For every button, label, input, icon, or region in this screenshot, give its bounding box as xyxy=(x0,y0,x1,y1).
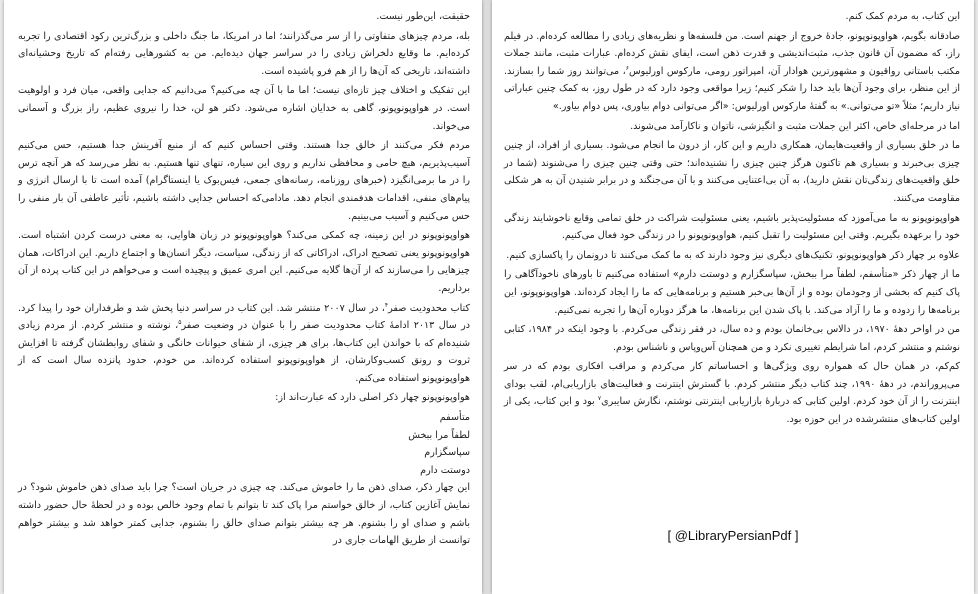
left-paragraph-1: حقیقت، این‌طور نیست. xyxy=(376,11,470,22)
left-paragraph-3: این تفکیک و اختلاف چیز تازه‌ای نیست؛ اما ما با آن چه می‌کنیم؟ می‌دانیم که جدایی واقعی، میان فرد و اولوهیت است. در هواوپونوپونو، گاهی به خدایان اشاره می‌شود. دکتر هو لن، خدا را نیروی عظیم، راز بزرگ و آسمانی می‌خواند. xyxy=(18,85,470,132)
left-closing-paragraph: این چهار ذکر، صدای ذهن ما را خاموش می‌کند. چه چیزی در جریان است؟ چرا باید صدای ذهن خاموش شود؟ در نمایش آغازین کتاب، از خالق خواستم مرا پاک کند تا بتوانم با تمام وجود خالص بوده و در لحظهٔ حال حضور داشته باشم و صدای او را بشنوم. هر چه بیشتر بتوانم صدای خالق را بشنوم، جدایی کمتر خواهد شد و بیشتر خواهم توانست از طریق الهامات جاری در xyxy=(18,482,470,547)
right-paragraph-8: من در اواخر دههٔ ۱۹۷۰، در دالاس بی‌خانمان بودم و ده سال، در فقر زندگی می‌کردم. با وجود اینکه در ۱۹۸۴، کتابی نوشتم و منتشر کردم، اما شرایطم تغییری نکرد و من همچنان آس‌وپاس و ناشناس بودم. xyxy=(504,324,960,353)
right-paragraph-2: صادقانه بگویم، هواوپونوپونو، جادهٔ خروج از جهنم است. من فلسفه‌ها و نظریه‌های زیادی را مطالعه کرده‌ام. در فیلم راز، که مضمون آن قانون جذب، مثبت‌اندیشی و قدرت ذهن است، ایفای نقش کرده‌ام. عبارات مثبت، مانند جملات مکتب باستانی رواقیون و مشهورترین هوادار آن، امپراتور رومی، مارکوس اورلیوس$^۶$، می‌توانند روز شما را بسازند. از این منظر، برای وجود آن‌ها باید خدا را شکر کنیم؛ زیرا مواقعی وجود دارد که در طول روز، به کمک چنین عباراتی نیاز داریم؛ مثلاً «تو می‌توانی.» به گفتهٔ مارکوس اورلیوس: «اگر می‌توانی دوام بیاوری، پس دوام بیاور.» xyxy=(504,30,960,112)
mantra-item: دوستت دارم xyxy=(420,464,470,476)
left-page xyxy=(4,0,482,594)
right-paragraph-3: اما در مرحله‌ای خاص، اکثر این جملات مثبت و انگیزشی، ناتوان و ناکارآمد می‌شوند. xyxy=(630,120,960,132)
footnote-marker: ۶ xyxy=(625,64,629,72)
right-page xyxy=(492,0,974,594)
footnote-marker: ۴ xyxy=(384,301,389,309)
right-paragraph-1: این کتاب، به مردم کمک کنم. xyxy=(845,11,960,22)
mantra-item: متأسفم xyxy=(439,412,470,424)
right-paragraph-6: علاوه بر چهار ذکر هواوپونوپونو، تکنیک‌های دیگری نیز وجود دارند که به ما کمک می‌کنند تا درونمان را پاکسازی کنیم. xyxy=(506,249,960,261)
right-paragraph-4: ما در خلق بسیاری از واقعیت‌هایمان، همکاری داریم و این کار، از درون ما انجام می‌شود. بسیاری از افراد، از چنین چیزی بی‌خبرند و بسیاری هم تاکنون هرگز چنین چیزی را نشنیده‌اند؛ حتی وقتی چنین چیزی را می‌شنوند (شما در خلق واقعیت‌های زندگی‌تان نقش دارید)، به آن بی‌اعتنایی می‌کنند و با آن می‌جنگند و در برابر شنیدن آن به هر شکلی مقاومت می‌کنند. xyxy=(504,140,960,204)
footnote-marker: ۵ xyxy=(178,318,182,326)
left-paragraph-6: کتاب محدودیت صفر$^۴$، در سال ۲۰۰۷ منتشر شد. این کتاب در سراسر دنیا پخش شد و طرفداران خود را پیدا کرد. در سال ۲۰۱۳ ادامهٔ کتاب محدودیت صفر را با عنوان در وضعیت صفر$^۵$، نوشته و منتشر کردم. از مردم زیادی شنیده‌ام که با خواندن این کتاب‌ها، برای هر چیزی، از شفای حیوانات خانگی و شفای روابطشان گرفته تا افزایش ثروت و رونق کسب‌وکارشان، از هواوپونوپونو استفاده کرده‌اند. من خودم، حدود پانزده سال است که از هواوپونوپونو استفاده می‌کنم. xyxy=(18,301,471,384)
left-paragraph-7: هواوپونوپونو چهار ذکر اصلی دارد که عبارت‌اند از: xyxy=(275,392,470,404)
right-paragraph-5: هواوپونوپونو به ما می‌آموزد که مسئولیت‌پذیر باشیم، یعنی مسئولیت شراکت در خلق تمامی وقایع ناخوشایند زندگی خود را برعهده بگیریم. وقتی این مسئولیت را تقبل کنیم، هواوپونوپونو را در زندگی خود فعال می‌کنیم. xyxy=(504,212,960,242)
left-paragraph-5: هواوپونوپونو در این زمینه، چه کمکی می‌کند؟ هواوپونوپونو در زبان هاوایی، به معنی درست کردن اشتباه است. هواوپونوپونو یعنی تصحیح ادراک، ادراکاتی که از زندگی، سیاست، دیگر انسان‌ها و اجتماع داریم. این ادراکات، همان چیزهایی را می‌سازند که از آن‌ها گلایه می‌کنیم. این امری عمیق و پیچیده است و می‌خواهم در این کتاب پرده از آن برداریم. xyxy=(18,230,470,294)
mantra-item: لطفاً مرا ببخش xyxy=(408,429,470,441)
channel-tag: [ @LibraryPersianPdf ] xyxy=(667,528,799,543)
right-paragraph-9: کم‌کم، در همان حال که همواره روی ویژگی‌ها و احساساتم کار می‌کردم و مراقب افکاری بودم که در سر می‌پروراندم، در دههٔ ۱۹۹۰، چند کتاب دیگر منتشر کردم. با گسترش اینترنت و فعالیت‌های بازاریابی‌ام، لقب بودای اینترنت را از آن خود کردم. اولین کتابی که دربارهٔ بازاریابی اینترنتی نوشتم، نگارش سایبری$^۷$ بود و این کتاب، یکی از اولین کتاب‌های منتشرشده در این حوزه بود. xyxy=(504,361,960,426)
footnote-marker: ۷ xyxy=(597,395,602,403)
right-paragraph-7: ما از چهار ذکر «متأسفم، لطفاً مرا ببخش، سپاسگزارم و دوستت دارم» استفاده می‌کنیم تا باورهای ناخودآگاهی را پاک کنیم که بخشی از وجودمان بوده و از آن‌ها بی‌خبر هستیم و برنامه‌هایی که ما را ایجاد کرده‌اند. هواوپونوپونو، این برنامه‌ها را زدوده و ما را آزاد می‌کند. با پاک شدن این برنامه‌ها، ما هرگز دوباره آن‌ها را تجربه نمی‌کنیم. xyxy=(504,269,960,316)
left-paragraph-2: بله، مردم چیزهای متفاوتی را از سر می‌گذرانند؛ اما در امریکا، ما جنگ داخلی و بزرگ‌ترین رکود اقتصادی را تجربه کرده‌ایم. ما وقایع دلخراش زیادی را در سراسر جهان دیده‌ایم. من به کشورهایی رفته‌ام که تاریخ وحشیانه‌ای داشته‌اند، تاریخی که آن‌ها را از هم فرو پاشیده است. xyxy=(18,30,470,77)
mantra-item: سپاسگزارم xyxy=(424,447,470,459)
left-paragraph-4: مردم فکر می‌کنند از خالق جدا هستند. وقتی احساس کنیم که از منبع آفرینش جدا هستیم، حس می‌کنیم آسیب‌پذیریم، هیچ حامی و محافظی نداریم و روی این سیاره، تنهای تنها هستیم. به نظر می‌رسد که هر آنچه ترس را در ما برمی‌انگیزد (خبرهای روزنامه، رسانه‌های جمعی، فیس‌بوک یا اینستاگرام) آمده است تا با ارسال انرژی و پیام‌های منفی، اقدامات هدفمندی انجام دهد. مادامی‌که احساس جدایی داشته باشیم، تأثیر عاطفی آن بار منفی را حس می‌کنیم و آسیب می‌بینیم. xyxy=(18,140,470,222)
page-gutter xyxy=(482,0,492,594)
